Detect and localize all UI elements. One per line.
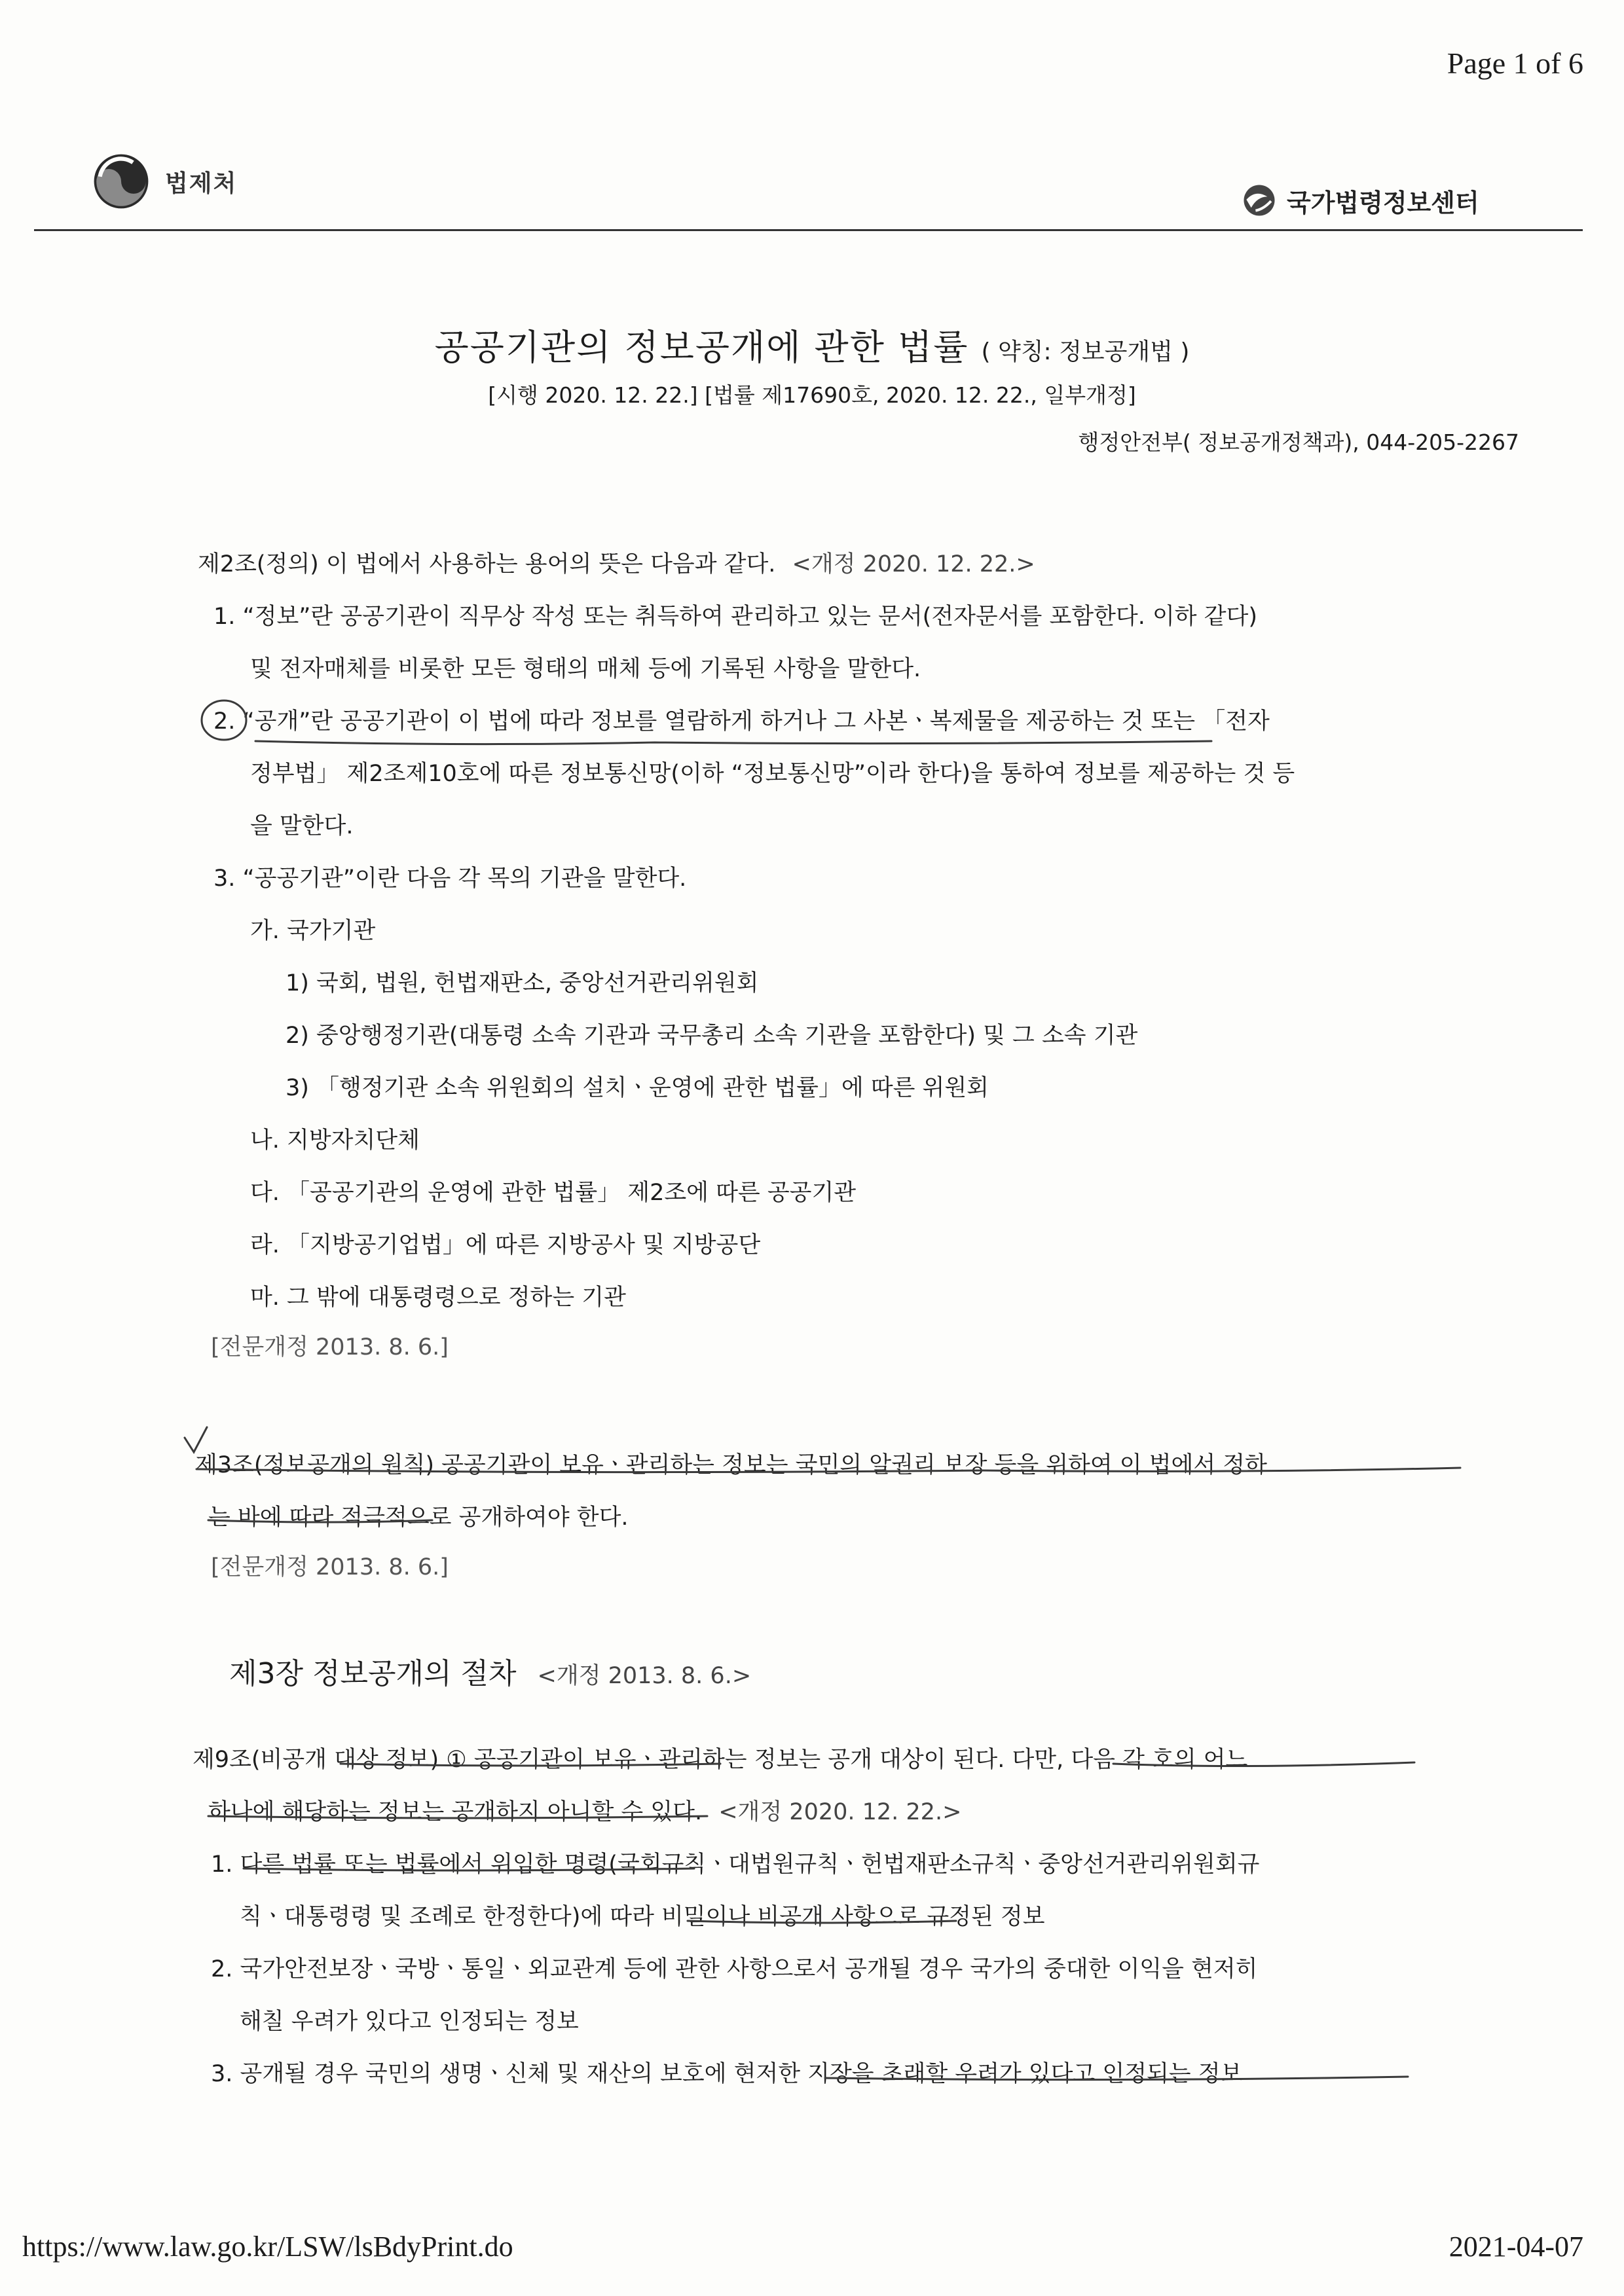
underline-article-9 <box>341 1764 720 1766</box>
underline-article-9-end <box>1113 1762 1414 1766</box>
article-9-cont-text: 하나에 해당하는 정보는 공개하지 아니할 수 있다. <box>208 1799 703 1825</box>
article-9-heading: 제9조(비공개 대상 정보) ① 공공기관이 보유ㆍ관리하는 정보는 공개 대상이 된다. 다만, 다음 각 호의 어느 <box>193 1747 1248 1773</box>
underline-article-9-item-3 <box>825 2077 1408 2080</box>
sub-item-da: 다. 「공공기관의 운영에 관한 법률」 제2조에 따른 공공기관 <box>250 1180 857 1206</box>
article-2-item-3: 3. “공공기관”이란 다음 각 목의 기관을 말한다. <box>213 866 687 892</box>
article-9-item-1-cont: 칙ㆍ대통령령 및 조례로 한정한다)에 따라 비밀이나 비공개 사항으로 규정된 정보 <box>240 1904 1045 1930</box>
footer-date: 2021-04-07 <box>1449 2231 1583 2263</box>
sub-item-ga-3: 3) 「행정기관 소속 위원회의 설치ㆍ운영에 관한 법률」에 따른 위원회 <box>286 1075 989 1101</box>
article-3-cont: 는 바에 따라 적극적으로 공개하여야 한다. <box>208 1504 629 1531</box>
article-3-revision-note: [전문개정 2013. 8. 6.] <box>211 1554 449 1580</box>
law-title-main: 공공기관의 정보공개에 관한 법률 <box>434 327 969 368</box>
article-9-item-2-cont: 해칠 우려가 있다고 인정되는 정보 <box>240 2009 579 2035</box>
sub-item-ma: 마. 그 밖에 대통령령으로 정하는 기관 <box>250 1285 626 1311</box>
footer-url: https://www.law.go.kr/LSW/lsBdyPrint.do <box>22 2231 513 2263</box>
article-9-amend: <개정 2020. 12. 22.> <box>718 1799 962 1825</box>
underline-article-9-cont <box>208 1816 707 1818</box>
article-2-item-2-cont: 정부법」 제2조제10호에 따른 정보통신망(이하 “정보통신망”이라 한다)을 통하여 정보를 제공하는 것 등 <box>250 761 1295 787</box>
sub-item-ga: 가. 국가기관 <box>250 918 376 944</box>
underline-item-2 <box>255 741 1211 744</box>
circle-mark-item-2 <box>202 701 246 740</box>
enforcement-info: [시행 2020. 12. 22.] [법률 제17690호, 2020. 12. 22., 일부개정] <box>488 382 1136 408</box>
article-9-item-3: 3. 공개될 경우 국민의 생명ㆍ신체 및 재산의 보호에 현저한 지장을 초래할 우려가 있다고 인정되는 정보 <box>211 2061 1243 2087</box>
right-org-name: 국가법령정보센터 <box>1287 188 1479 217</box>
article-9-item-1: 1. 다른 법률 또는 법률에서 위임한 명령(국회규칙ㆍ대법원규칙ㆍ헌법재판소규칙ㆍ중앙선거관리위원회규 <box>211 1851 1260 1878</box>
article-9-item-2: 2. 국가안전보장ㆍ국방ㆍ통일ㆍ외교관계 등에 관한 사항으로서 공개될 경우 국가의 중대한 이익을 현저히 <box>211 1956 1258 1982</box>
underline-article-3-cont <box>208 1520 432 1522</box>
chapter-3-title: 제3장 정보공개의 절차 <box>229 1657 517 1690</box>
article-2-amend: <개정 2020. 12. 22.> <box>792 551 1035 577</box>
sub-item-ra: 라. 「지방공기업법」에 따른 지방공사 및 지방공단 <box>250 1232 761 1258</box>
article-2-item-2-end: 을 말한다. <box>250 813 354 839</box>
check-mark-article-3 <box>185 1427 207 1452</box>
article-3-heading: 제3조(정보공개의 원칙) 공공기관이 보유ㆍ관리하는 정보는 국민의 알권리 보장 등을 위하여 이 법에서 정하 <box>195 1452 1267 1478</box>
article-2-item-2: 2. “공개”란 공공기관이 이 법에 따라 정보를 열람하게 하거나 그 사본ㆍ복제물을 제공하는 것 또는 「전자 <box>213 708 1270 735</box>
underline-article-9-item-1-cont <box>688 1921 956 1923</box>
article-2-revision-note: [전문개정 2013. 8. 6.] <box>211 1334 449 1360</box>
underline-article-3 <box>196 1468 1460 1472</box>
sub-item-ga-1: 1) 국회, 법원, 헌법재판소, 중앙선거관리위원회 <box>286 970 759 996</box>
article-2-text: 제2조(정의) 이 법에서 사용하는 용어의 뜻은 다음과 같다. <box>198 551 776 577</box>
article-2-item-1: 1. “정보”란 공공기관이 직무상 작성 또는 취득하여 관리하고 있는 문서(전자문서를 포함한다. 이하 같다) <box>213 604 1258 630</box>
page-number: Page 1 of 6 <box>1447 46 1583 80</box>
underline-article-9-item-1 <box>244 1868 694 1870</box>
law-title-abbr: ( 약칭: 정보공개법 ) <box>981 338 1190 365</box>
left-org-name: 법제처 <box>165 170 238 197</box>
sub-item-na: 나. 지방자치단체 <box>250 1127 420 1154</box>
sub-item-ga-2: 2) 중앙행정기관(대통령 소속 기관과 국무총리 소속 기관을 포함한다) 및 그 소속 기관 <box>286 1023 1138 1049</box>
chapter-3-amend: <개정 2013. 8. 6.> <box>537 1663 752 1689</box>
article-2-item-1-cont: 및 전자매체를 비롯한 모든 형태의 매체 등에 기록된 사항을 말한다. <box>250 656 921 682</box>
ministry-contact: 행정안전부( 정보공개정책과), 044-205-2267 <box>1078 429 1519 455</box>
